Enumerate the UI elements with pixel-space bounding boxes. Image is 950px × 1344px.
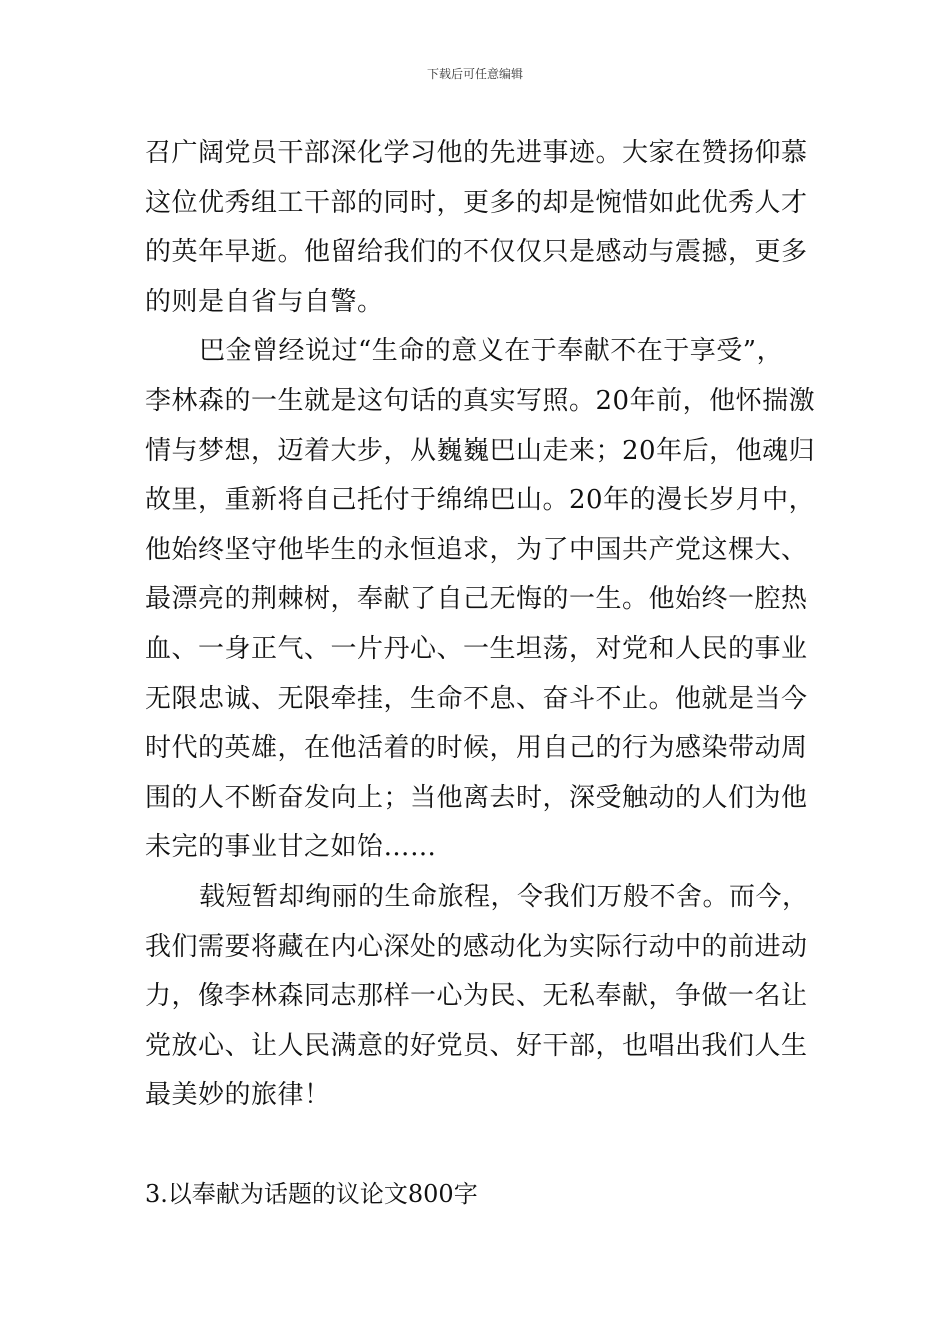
text-line: 血、一身正气、一片丹心、一生坦荡，对党和人民的事业	[145, 633, 808, 664]
text-line: 力，像李林森同志那样一心为民、无私奉献，争做一名让	[145, 981, 808, 1012]
text-line: 我们需要将藏在内心深处的感动化为实际行动中的前进动	[145, 931, 808, 962]
text-line: 最漂亮的荆棘树，奉献了自己无悔的一生。他始终一腔热	[145, 584, 808, 615]
text-line: 的则是自省与自警。	[145, 286, 384, 317]
text-line: 李林森的一生就是这句话的真实写照。20年前，他怀揣激	[145, 385, 816, 416]
text-line: 围的人不断奋发向上；当他离去时，深受触动的人们为他	[145, 782, 808, 813]
section-heading: 3.以奉献为话题的议论文800字	[145, 1180, 478, 1209]
page-header: 下载后可任意编辑	[426, 67, 523, 81]
paragraph-2	[145, 327, 816, 873]
text-line: 召广阔党员干部深化学习他的先进事迹。大家在赞扬仰慕	[145, 138, 808, 168]
text-line: 时代的英雄，在他活着的时候，用自己的行为感染带动周	[145, 733, 808, 764]
text-line: 党放心、让人民满意的好党员、好干部，也唱出我们人生	[145, 1030, 808, 1061]
text-line: 未完的事业甘之如饴……	[145, 832, 437, 863]
text-line: 的英年早逝。他留给我们的不仅仅只是感动与震撼，更多	[145, 237, 808, 268]
text-line: 故里，重新将自己托付于绵绵巴山。20年的漫长岁月中，	[145, 485, 816, 516]
text-line: 载短暂却绚丽的生命旅程，令我们万般不舍。而今，	[199, 881, 809, 912]
blank-line	[145, 1121, 810, 1171]
text-line: 最美妙的旅律！	[145, 1080, 331, 1111]
text-line: 情与梦想，迈着大步，从巍巍巴山走来；20年后，他魂归	[145, 435, 816, 466]
paragraph-1	[145, 129, 810, 327]
text-line: 这位优秀组工干部的同时，更多的却是惋惜如此优秀人才	[145, 187, 808, 218]
text-line: 无限忠诚、无限牵挂，生命不息、奋斗不止。他就是当今	[145, 683, 808, 714]
text-line: 他始终坚守他毕生的永恒追求，为了中国共产党这棵大、	[145, 534, 808, 565]
text-line: 巴金曾经说过“生命的意义在于奉献不在于享受”，	[199, 336, 784, 367]
paragraph-3	[145, 873, 810, 1121]
document-body	[145, 129, 816, 1220]
